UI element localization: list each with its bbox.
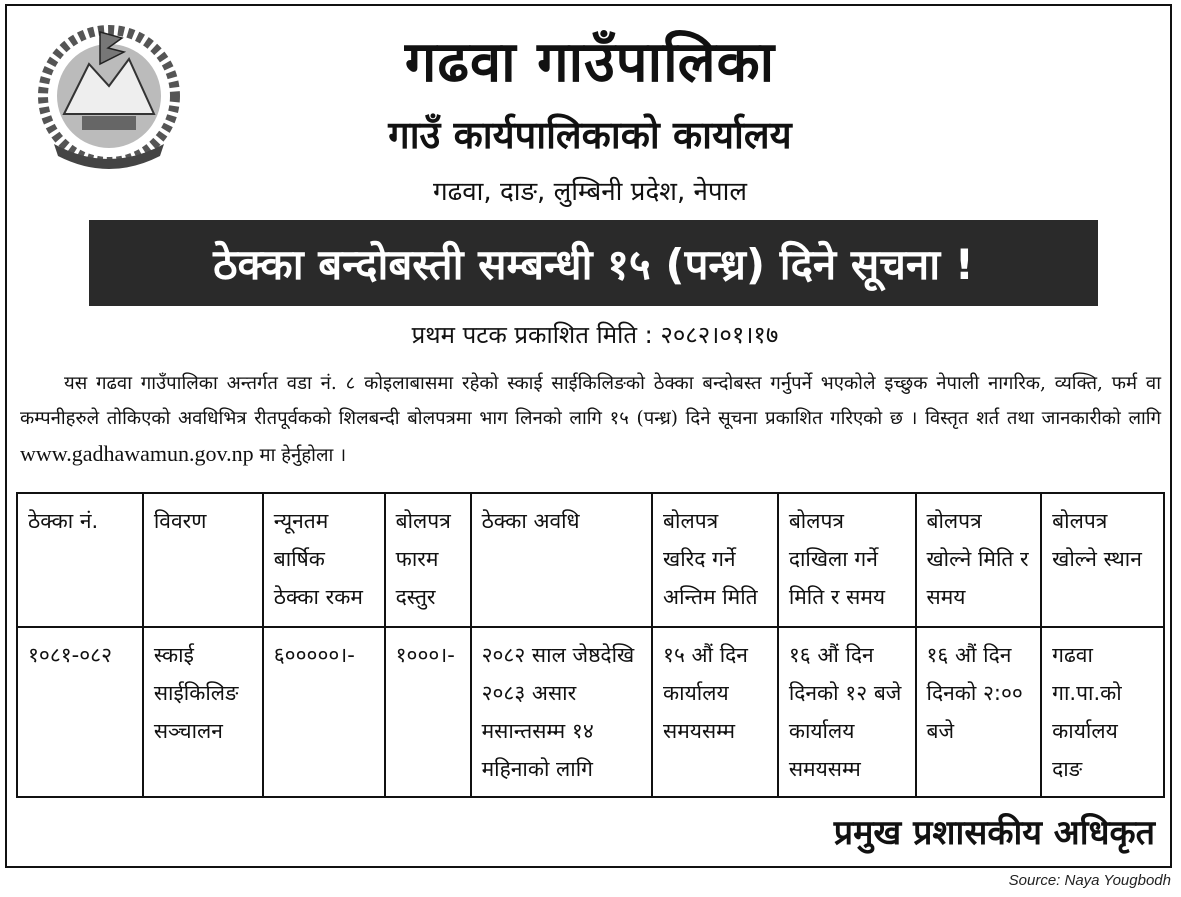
table-cell: १०००।- [385, 627, 471, 797]
table-header: बोलपत्र खरिद गर्ने अन्तिम मिति [652, 493, 778, 627]
table-cell: १५ औं दिन कार्यालय समयसम्म [652, 627, 778, 797]
notice-body [20, 366, 1161, 473]
table-cell: गढवा गा.पा.को कार्यालय दाङ [1041, 627, 1164, 797]
table-row [17, 627, 1164, 797]
office-address: गढवा, दाङ, लुम्बिनी प्रदेश, नेपाल [432, 177, 748, 207]
table-header: बोलपत्र फारम दस्तुर [385, 493, 471, 627]
nepal-emblem [34, 24, 184, 172]
tender-table [16, 492, 1165, 798]
municipality-title: गढवा गाउँपालिका [404, 30, 776, 95]
source-credit: Source: Naya Yougbodh [1008, 872, 1171, 889]
table-header: ठेक्का नं. [17, 493, 143, 627]
table-header: बोलपत्र दाखिला गर्ने मिति र समय [778, 493, 916, 627]
table-header: बोलपत्र खोल्ने स्थान [1041, 493, 1164, 627]
table-header: बोलपत्र खोल्ने मिति र समय [916, 493, 1042, 627]
table-header: ठेक्का अवधि [471, 493, 652, 627]
notice-body-end: मा हेर्नुहोला । [259, 445, 347, 466]
office-title: गाउँ कार्यपालिकाको कार्यालय [388, 113, 792, 157]
table-header: विवरण [143, 493, 263, 627]
table-cell: स्काई साईकिलिङ सञ्चालन [143, 627, 263, 797]
table-cell: १६ औं दिन दिनको १२ बजे कार्यालय समयसम्म [778, 627, 916, 797]
table-cell: २०८२ साल जेष्ठदेखि २०८३ असार मसान्तसम्म १४ महिनाको लागि [471, 627, 652, 797]
website-link[interactable]: www.gadhawamun.gov.np [20, 441, 254, 466]
notice-body-text: यस गढवा गाउँपालिका अन्तर्गत वडा नं. ८ कोइलाबासमा रहेको स्काई साईकिलिङको ठेक्का बन्दोबस्त गर्नुपर्ने भएकोले इच्छुक नेपाली नागरिक, व्यक्ति, फर्म वा कम्पनीहरुले तोकिएको अवधिभित्र रीतपूर्वकको शिलबन्दी बोलपत्रमा भाग लिनको लागि १५ (पन्ध्र) दिने सूचना प्रकाशित गरिएको छ । विस्तृत शर्त तथा जानकारीको लागि [20, 373, 1161, 429]
notice-banner [89, 220, 1098, 306]
signature-title: प्रमुख प्रशासकीय अधिकृत [833, 813, 1155, 853]
notice-banner-text: ठेक्का बन्दोबस्ती सम्बन्धी १५ (पन्ध्र) दिने सूचना ! [213, 239, 974, 289]
table-cell: १०८१-०८२ [17, 627, 143, 797]
published-date: प्रथम पटक प्रकाशित मिति : २०८२।०१।१७ [411, 321, 779, 349]
table-header: न्यूनतम बार्षिक ठेक्का रकम [263, 493, 385, 627]
table-header-row [17, 493, 1164, 627]
table-cell: ६०००००।- [263, 627, 385, 797]
table-cell: १६ औं दिन दिनको २:०० बजे [916, 627, 1042, 797]
